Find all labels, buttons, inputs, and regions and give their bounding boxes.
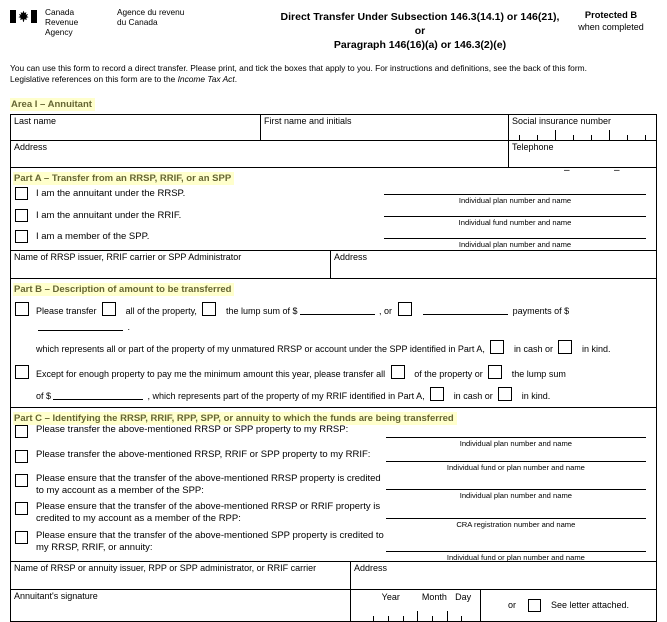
partA-body xyxy=(11,181,656,250)
income-tax-act-reference: Income Tax Act xyxy=(177,73,235,84)
rrif-annuitant-checkbox[interactable] xyxy=(15,209,28,222)
partC-item-to-rrsp: Please transfer the above-mentioned RRSP or SPP property to my RRSP: Individual plan number and name xyxy=(11,422,656,447)
partC-item-to-annuity: Please ensure that the transfer of the above-mentioned SPP property is credited to my RRSP, RRIF, or annuity: Individual fund or plan number and name xyxy=(11,528,656,561)
agency-name-en: Canada Revenue Agency xyxy=(45,7,79,37)
form-body xyxy=(10,114,657,622)
partC-issuer-address-field[interactable]: Address xyxy=(354,562,388,573)
annuitant-signature-field[interactable]: Annuitant's signature xyxy=(11,590,351,621)
partC-issuer-row xyxy=(11,561,656,589)
partA-heading: Part A – Transfer from an RRSP, RRIF, or an SPP xyxy=(11,167,656,181)
canada-flag-icon xyxy=(10,10,37,23)
partA-item-spp: I am a member of the SPP. xyxy=(15,226,384,248)
partA-issuer-name-field[interactable]: Name of RRSP issuer, RRIF carrier or SPP Administrator xyxy=(11,251,331,278)
partB-item2-line2: of $ , which represents part of the property of my RRIF identified in Part A, in cash or in kind. xyxy=(36,382,652,404)
credit-to-spp-checkbox[interactable] xyxy=(15,474,28,487)
agency-name-fr: Agence du revenu du Canada xyxy=(117,7,185,27)
partB-item1-line1: Please transfer all of the property, the lump sum of $ , or payments of $ . xyxy=(36,297,652,335)
partB-item-rrif-minimum xyxy=(15,360,652,404)
partC-item-to-rpp: Please ensure that the transfer of the above-mentioned RRSP or RRIF property is credited to my account as a member of the RPP: CRA registration number and name xyxy=(11,499,656,528)
partC-spp-plan-field: Individual plan number and name xyxy=(386,471,646,499)
partA-plan-fields xyxy=(384,183,656,248)
payments-count-field[interactable] xyxy=(423,306,508,315)
annuitant-address-field[interactable]: Address xyxy=(11,141,509,167)
transfer-to-rrif-checkbox[interactable] xyxy=(15,450,28,463)
last-name-field[interactable]: Last name xyxy=(11,115,261,140)
partB-item2-line1: Except for enough property to pay me the minimum amount this year, please transfer all of the property or the lump sum xyxy=(36,360,652,382)
partA-spp-plan-field: Individual plan number and name xyxy=(384,226,646,248)
lump-sum-checkbox-2[interactable] xyxy=(488,365,502,379)
partB-rrif-transfer-checkbox[interactable] xyxy=(15,365,29,379)
lump-sum-checkbox[interactable] xyxy=(202,302,216,316)
partC-rrif-fund-field: Individual fund or plan number and name xyxy=(386,447,646,471)
signature-date-field[interactable]: Year Month Day xyxy=(351,590,481,621)
partA-item-rrsp: I am the annuitant under the RRSP. xyxy=(15,183,384,205)
partA-issuer-row xyxy=(11,250,656,278)
partA-options xyxy=(11,183,384,248)
partB-rrsp-transfer-checkbox[interactable] xyxy=(15,302,29,316)
see-letter-checkbox[interactable] xyxy=(528,599,541,612)
date-digit-guides xyxy=(359,610,475,621)
partB-item1-line2: which represents all or part of the property of my unmatured RRSP or account under the SPP identified in Part A, in cash or in kind. xyxy=(36,335,652,357)
cra-signature-block xyxy=(10,8,215,38)
sin-field[interactable]: Social insurance number xyxy=(509,115,656,140)
partC-annuity-fund-field: Individual fund or plan number and name xyxy=(386,528,646,561)
partA-item-rrif: I am the annuitant under the RRIF. xyxy=(15,204,384,226)
partA-rrif-fund-field: Individual fund number and name xyxy=(384,204,646,226)
partC-heading: Part C – Identifying the RRSP, RRIF, RPP, SPP, or annuity to which the funds are being transferred xyxy=(11,407,656,421)
partC-cra-registration-field: CRA registration number and name xyxy=(386,499,646,528)
partC-body xyxy=(11,421,656,561)
lump-sum-amount-field[interactable] xyxy=(300,306,375,315)
partB-body xyxy=(11,292,656,407)
transfer-to-rrsp-checkbox[interactable] xyxy=(15,425,28,438)
payments-checkbox[interactable] xyxy=(398,302,412,316)
telephone-field[interactable]: Telephone – – xyxy=(512,141,620,176)
protected-b-badge: Protected B when completed xyxy=(578,10,644,32)
payments-amount-field[interactable] xyxy=(38,322,123,331)
sin-digit-guides xyxy=(519,130,646,140)
rrif-lump-sum-amount-field[interactable] xyxy=(53,391,143,400)
partC-issuer-name-field[interactable]: Name of RRSP or annuity issuer, RPP or SPP administrator, or RRIF carrier xyxy=(11,562,351,589)
first-name-field[interactable]: First name and initials xyxy=(261,115,509,140)
partA-issuer-address-field[interactable]: Address xyxy=(334,251,368,262)
signature-row xyxy=(11,589,656,621)
partB-heading: Part B – Description of amount to be transferred xyxy=(11,278,656,292)
credit-to-annuity-checkbox[interactable] xyxy=(15,531,28,544)
area1-heading: Area I – Annuitant xyxy=(10,94,657,112)
partA-rrsp-plan-field: Individual plan number and name xyxy=(384,183,646,205)
in-kind-checkbox-1[interactable] xyxy=(558,340,572,354)
partC-item-to-rrif: Please transfer the above-mentioned RRSP, RRIF or SPP property to my RRIF: Individual fund or plan number and name xyxy=(11,447,656,471)
in-cash-checkbox-1[interactable] xyxy=(490,340,504,354)
credit-to-rpp-checkbox[interactable] xyxy=(15,502,28,515)
form-title: Direct Transfer Under Subsection 146.3(14.1) or 146(21), or Paragraph 146(16)(a) or 146.3(2)(e) xyxy=(280,11,560,52)
see-letter-option: or See letter attached. xyxy=(507,600,630,611)
rrsp-annuitant-checkbox[interactable] xyxy=(15,187,28,200)
spp-member-checkbox[interactable] xyxy=(15,230,28,243)
annuitant-row-2 xyxy=(11,140,656,176)
partC-rrsp-plan-field: Individual plan number and name xyxy=(386,422,646,447)
all-of-property-checkbox[interactable] xyxy=(102,302,116,316)
form-instructions: You can use this form to record a direct transfer. Please print, and tick the boxes that apply to you. For instructions and definitions, see the back of this form. Legislative references on this form are to the Income Tax Act. xyxy=(10,62,587,84)
of-property-checkbox-2[interactable] xyxy=(391,365,405,379)
form-header xyxy=(10,8,657,53)
partB-item-rrsp-spp xyxy=(15,297,652,357)
in-kind-checkbox-2[interactable] xyxy=(498,387,512,401)
in-cash-checkbox-2[interactable] xyxy=(430,387,444,401)
annuitant-row-1 xyxy=(11,115,656,140)
partC-item-to-spp: Please ensure that the transfer of the above-mentioned RRSP property is credited to my account as a member of the SPP: Individual plan number and name xyxy=(11,471,656,499)
